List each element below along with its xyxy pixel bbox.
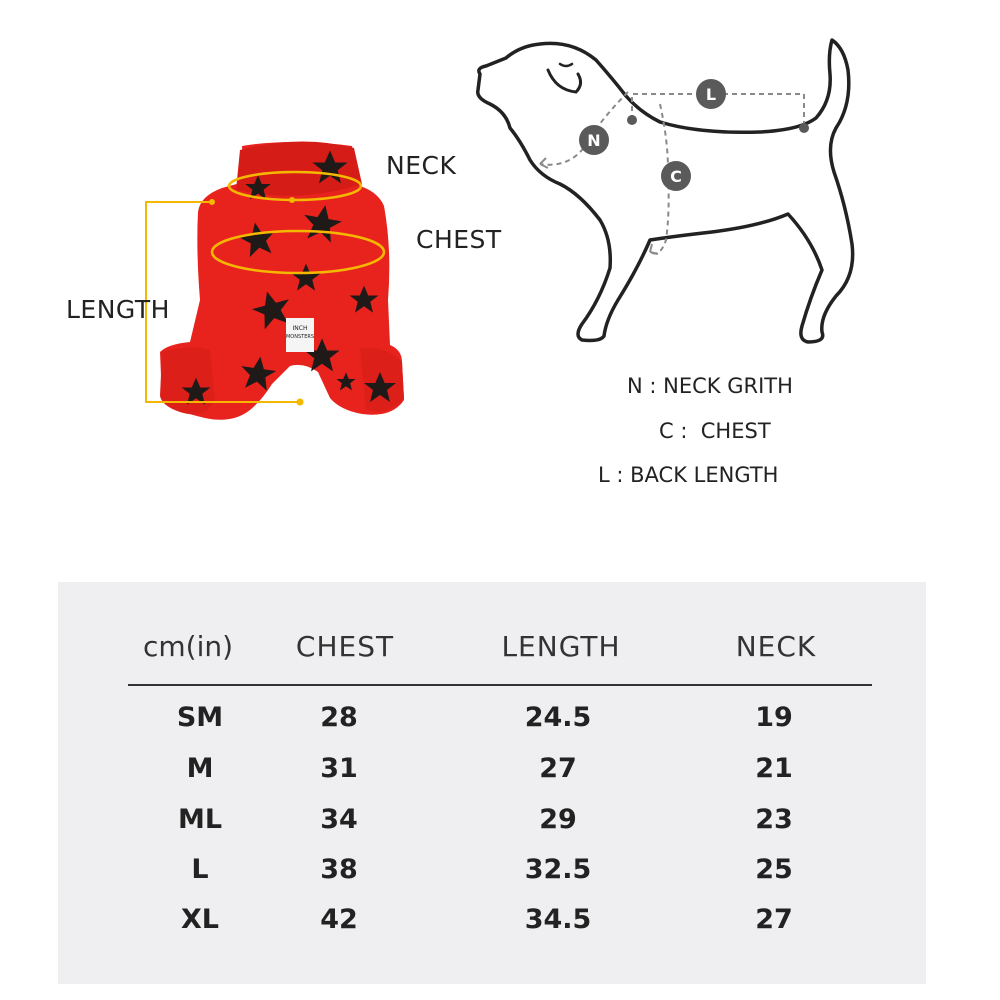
cell-length: 29	[539, 804, 577, 835]
chest-label: CHEST	[416, 225, 502, 254]
chest-marker-letter: C	[670, 167, 682, 186]
header-chest: CHEST	[295, 630, 395, 663]
cell-length: 24.5	[524, 702, 592, 733]
back-length-end-dot	[799, 123, 809, 133]
table-row	[58, 753, 926, 793]
neck-guide-arrow	[540, 158, 548, 168]
garment-illustration	[0, 0, 520, 480]
cell-chest: 34	[320, 804, 358, 835]
neck-marker	[579, 125, 609, 155]
cell-size: M	[186, 753, 214, 784]
back-length-start-dot	[627, 115, 637, 125]
pajama-left-sleeve	[160, 347, 215, 414]
cell-neck: 27	[755, 904, 793, 935]
length-label: LENGTH	[66, 295, 170, 324]
cell-chest: 38	[320, 854, 358, 885]
cell-neck: 23	[755, 804, 793, 835]
length-marker	[696, 79, 726, 109]
cell-size: SM	[176, 702, 224, 733]
brand-tag-line-2: MONSTERS	[285, 334, 315, 340]
dog-outline-image	[470, 30, 870, 360]
cell-length: 32.5	[524, 854, 592, 885]
cell-neck: 21	[755, 753, 793, 784]
length-bottom-dot	[297, 399, 304, 406]
cell-chest: 28	[320, 702, 358, 733]
legend-length: L : BACK LENGTH	[598, 463, 779, 487]
dog-measurement-diagram	[470, 30, 870, 360]
neck-guide-loop	[540, 92, 628, 165]
legend-chest: C : CHEST	[659, 419, 771, 443]
size-chart-table	[58, 582, 926, 984]
dog-ear	[548, 70, 581, 92]
chest-guide-arrow	[650, 244, 658, 254]
length-marker-letter: L	[705, 85, 717, 104]
legend-neck: N : NECK GRITH	[627, 374, 793, 398]
table-row	[58, 702, 926, 742]
neck-marker-letter: N	[587, 131, 601, 150]
length-top-dot	[209, 199, 215, 205]
header-neck: NECK	[735, 630, 817, 663]
table-row	[58, 804, 926, 844]
cell-size: ML	[177, 804, 223, 835]
dog-eye	[560, 64, 572, 66]
cell-length: 27	[539, 753, 577, 784]
cell-size: XL	[180, 904, 220, 935]
dog-outline	[478, 40, 853, 342]
neck-measure-dot	[289, 197, 295, 203]
table-row	[58, 904, 926, 944]
neck-label: NECK	[386, 151, 457, 180]
table-row	[58, 854, 926, 894]
cell-chest: 31	[320, 753, 358, 784]
brand-tag-line-1: INCH	[292, 325, 308, 332]
header-unit: cm(in)	[142, 630, 234, 663]
cell-neck: 25	[755, 854, 793, 885]
cell-size: L	[191, 854, 209, 885]
cell-chest: 42	[320, 904, 358, 935]
cell-neck: 19	[755, 702, 793, 733]
header-divider	[128, 684, 872, 686]
chest-marker	[661, 161, 691, 191]
header-length: LENGTH	[501, 630, 621, 663]
cell-length: 34.5	[524, 904, 592, 935]
